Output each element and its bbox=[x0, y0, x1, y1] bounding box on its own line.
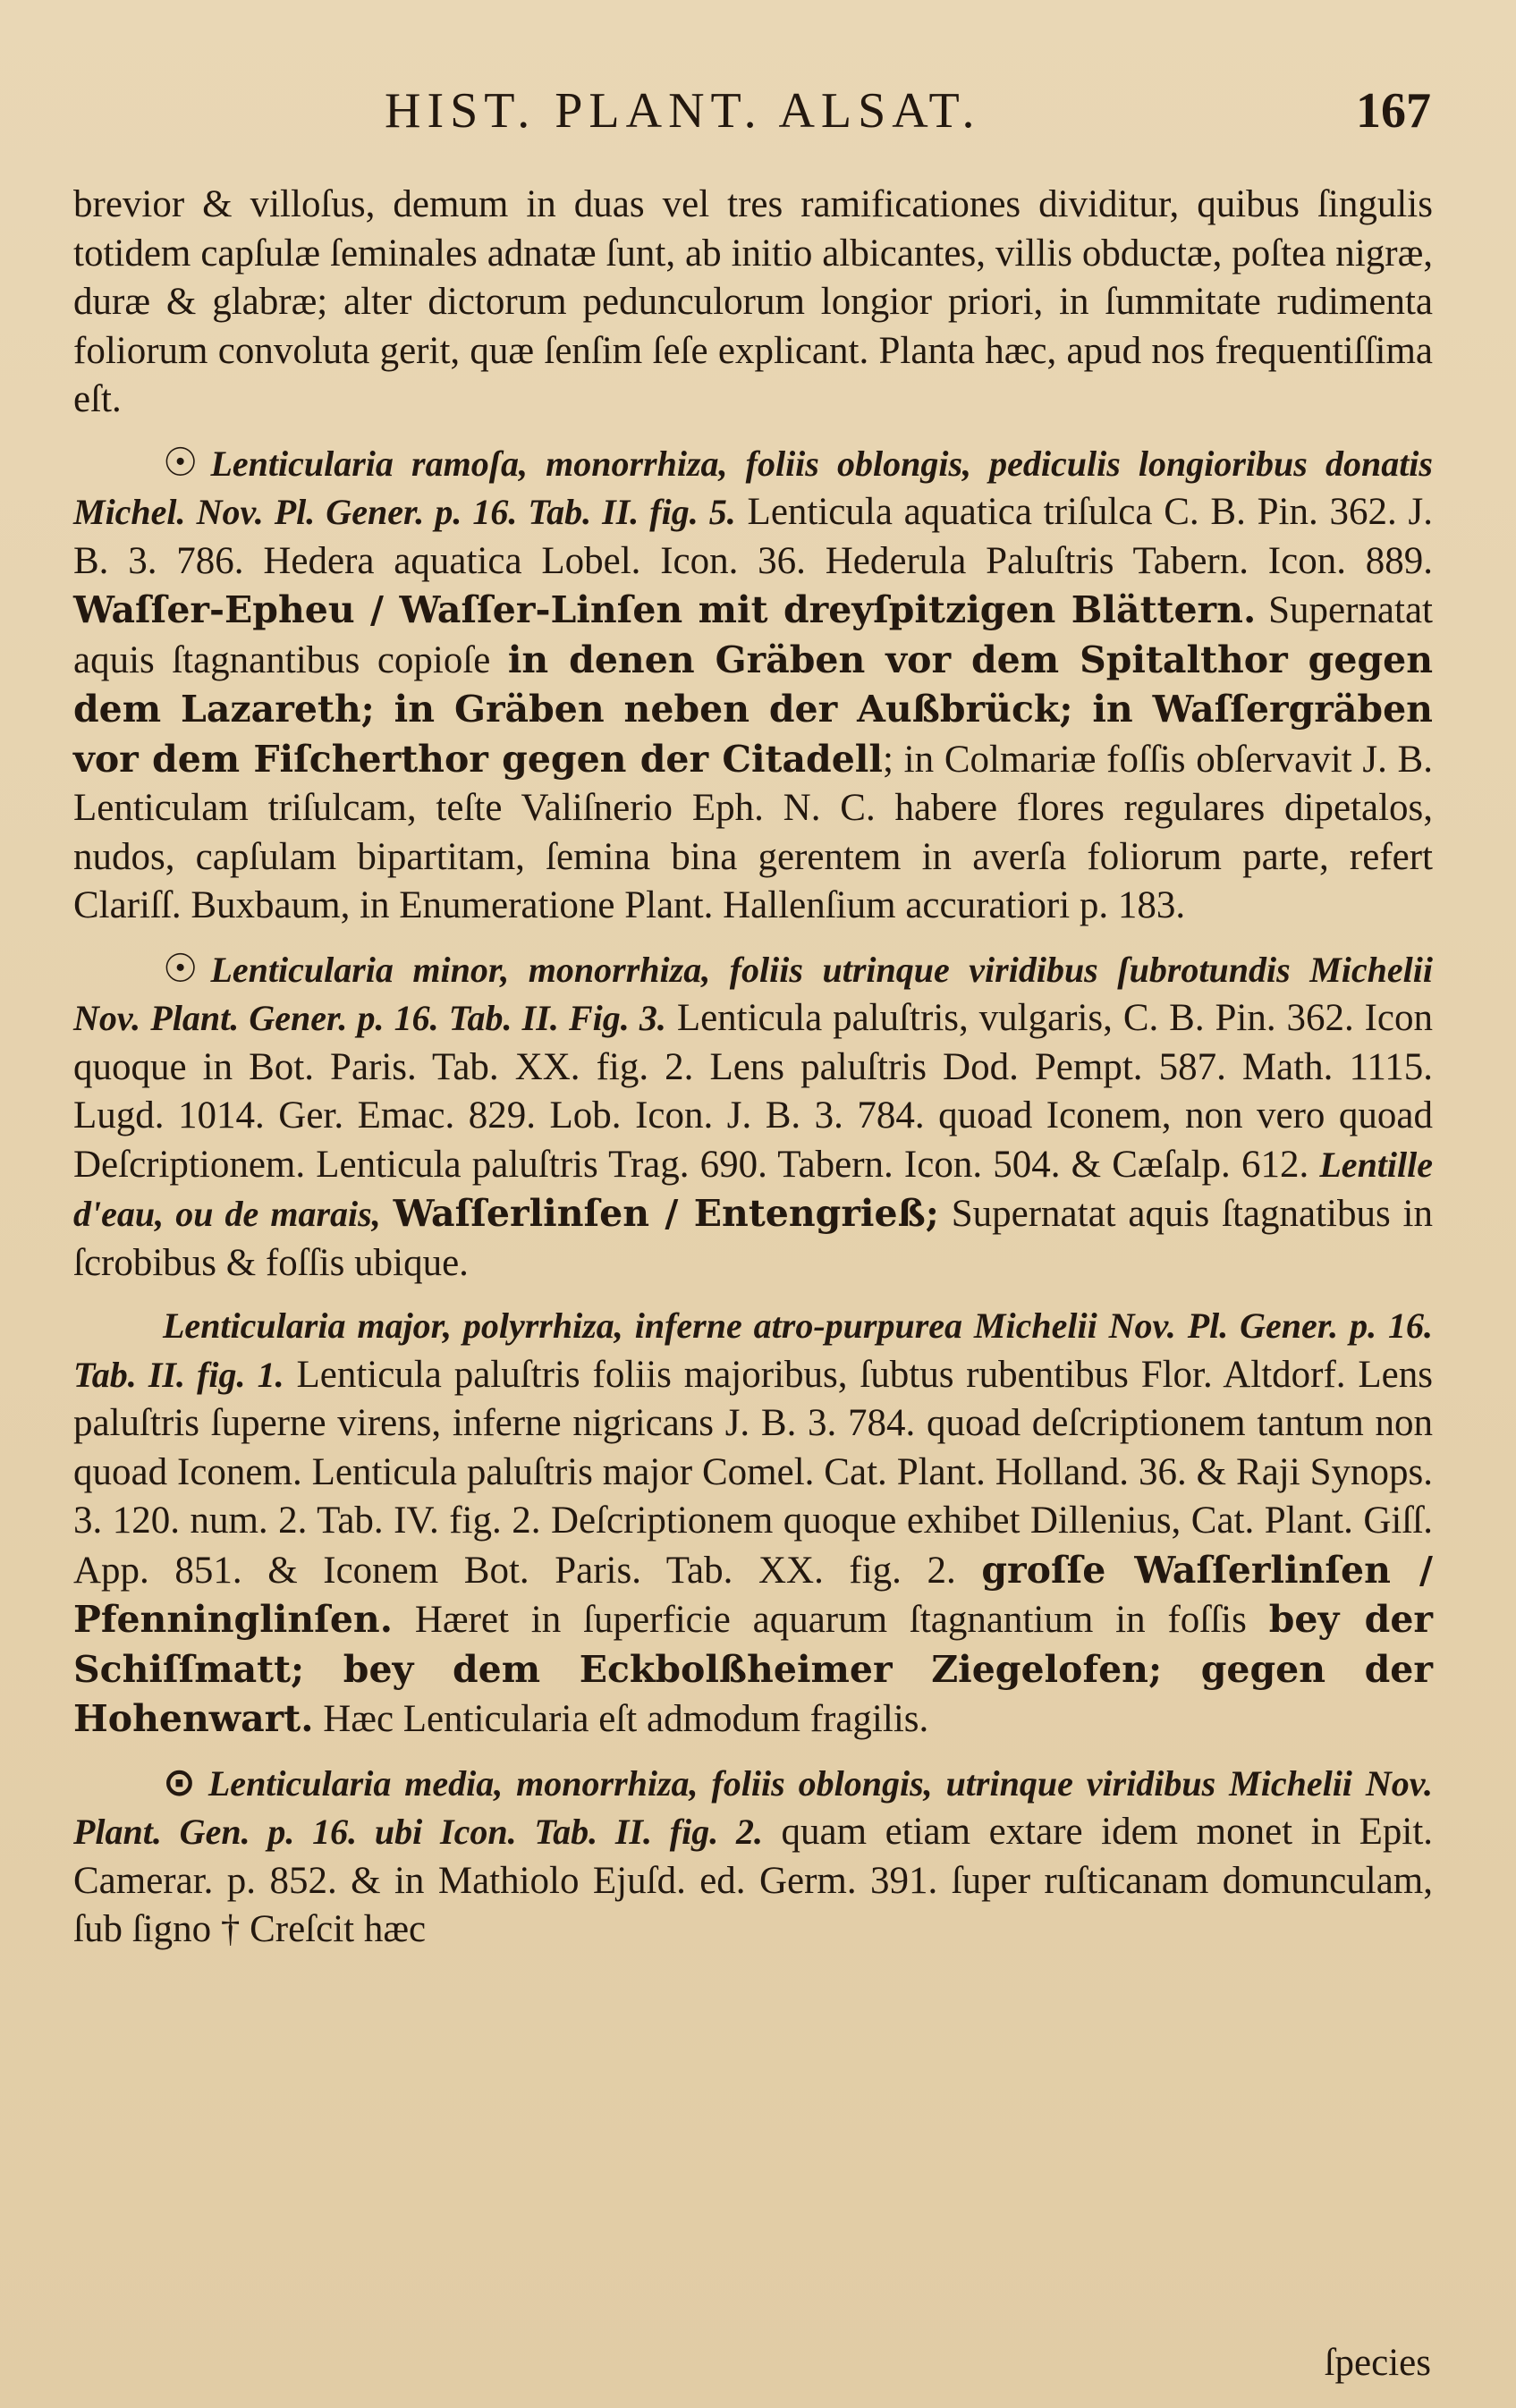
german-locality: in denen Gräben vor dem Spitalthor gegen dem Lazareth; in Gräben neben der Außbrück; in Waſſergräben vor dem Fiſcherthor gegen der Citadell bbox=[73, 638, 1433, 781]
entry-text: Supernatat aquis ſtagnatibus in ſcrobibus & foſſis ubique. bbox=[73, 1193, 1434, 1284]
running-head bbox=[0, 82, 1516, 145]
german-locality: bey der Schiſſmatt; bey dem Eckbolßheimer Ziegelofen; gegen der Hohenwart. bbox=[73, 1598, 1434, 1740]
body-text bbox=[73, 181, 1433, 1969]
entry-text: Lenticula paluſtris foliis majoribus, ſubtus rubentibus Flor. Altdorf. Lens paluſtris ſuperne virens, inferne nigricans J. B. 3. 784. quoad deſcriptionem tantum non quoad Iconem. Lenticula paluſtris major Comel. Cat. Plant. Holland. 36. & Raji Synops. 3. 120. num. 2. Tab. IV. fig. 2. Deſcriptionem quoque exhibet Dillenius, Cat. Plant. Giſſ. App. 851. & Iconem Bot. Paris. Tab. XX. fig. 2. bbox=[73, 1353, 1434, 1592]
entry-lenticularia-major bbox=[73, 1302, 1433, 1745]
annual-symbol-icon: ☉ bbox=[163, 945, 199, 992]
entry-lenticularia-media bbox=[73, 1759, 1433, 1955]
page-number: 167 bbox=[1356, 83, 1431, 139]
entry-synonym: Lenticularia major, polyrrhiza, inferne atro-purpurea Michelii Nov. Pl. Gener. p. 16. Tab. II. fig. 1. bbox=[73, 1305, 1433, 1395]
german-name: groſſe Waſſerlinſen / Pfenninglinſen. bbox=[73, 1548, 1434, 1641]
entry-text: Lenticula paluſtris, vulgaris, C. B. Pin. 362. Icon quoque in Bot. Paris. Tab. XX. fig. 2. Lens paluſtris Dod. Pempt. 587. Math. 1115. Lugd. 1014. Ger. Emac. 829. Lob. Icon. J. B. 3. 784. quoad Iconem, non vero quoad Deſcriptionem. Lenticula paluſtris Trag. 690. Tabern. Icon. 504. & Cæſalp. 612. bbox=[73, 997, 1434, 1186]
entry-synonym: Lenticularia minor, monorrhiza, foliis utrinque viridibus ſubrotundis Michelii Nov. Plant. Gener. p. 16. Tab. II. Fig. 3. bbox=[73, 949, 1433, 1038]
entry-text: Lenticula aquatica triſulca C. B. Pin. 362. J. B. 3. 786. Hedera aquatica Lobel. Icon. 36. Hederula Paluſtris Tabern. Icon. 889. bbox=[73, 491, 1434, 582]
perennial-symbol-icon: ⊙ bbox=[163, 1759, 196, 1805]
french-name: Lentille d'eau, ou de marais, bbox=[73, 1144, 1434, 1234]
running-title: HIST. PLANT. ALSAT. bbox=[385, 83, 981, 139]
entry-synonym: Lenticularia ramoſa, monorrhiza, foliis oblongis, pediculis longioribus donatis Michel. Nov. Pl. Gener. p. 16. Tab. II. fig. 5. bbox=[73, 443, 1433, 532]
entry-lenticularia-ramosa bbox=[73, 439, 1433, 931]
catchword: ſpecies bbox=[1324, 2342, 1431, 2384]
entry-text: Supernatat aquis ſtagnantibus copioſe bbox=[73, 589, 1433, 681]
entry-text: Hæc Lenticularia eſt admodum fragilis. bbox=[323, 1698, 929, 1740]
entry-synonym: Lenticularia media, monorrhiza, foliis oblongis, utrinque viridibus Michelii Nov. Plant. Gen. p. 16. ubi Icon. Tab. II. fig. 2. bbox=[73, 1762, 1433, 1852]
annual-symbol-icon: ☉ bbox=[163, 439, 199, 486]
entry-text: ; in Colmariæ foſſis obſervavit J. B. Lenticulam triſulcam, teſte Valiſnerio Eph. N. C. habere flores regulares dipetalos, nudos, capſulam bipartitam, ſemina bina gerentem in averſa foliorum parte, refert Clariſſ. Buxbaum, in Enumeratione Plant. Hallenſium accuratiori p. 183. bbox=[73, 738, 1433, 926]
entry-text: quam etiam extare idem monet in Epit. Camerar. p. 852. & in Mathiolo Ejuſd. ed. Germ. 391. ſuper ruſticanam domunculam, ſub ſigno † Creſcit hæc bbox=[73, 1811, 1434, 1950]
paragraph-description: brevior & villoſus, demum in duas vel tres ramificationes dividitur, quibus ſingulis totidem capſulæ ſeminales adnatæ ſunt, ab initio albicantes, villis obductæ, poſtea nigræ, duræ & glabræ; alter dictorum pedunculorum longior priori, in ſummitate rudimenta foliorum convoluta gerit, quæ ſenſim ſeſe explicant. Planta hæc, apud nos frequentiſſima eſt. bbox=[73, 183, 1433, 420]
entry-text: Hæret in ſuperficie aquarum ſtagnantium in foſſis bbox=[414, 1599, 1247, 1641]
german-name: Waſſerlinſen / Entengrieß; bbox=[393, 1192, 939, 1235]
german-name: Waſſer-Epheu / Waſſer-Linſen mit dreyſpitzigen Blättern. bbox=[73, 588, 1257, 631]
entry-lenticularia-minor bbox=[73, 945, 1433, 1288]
